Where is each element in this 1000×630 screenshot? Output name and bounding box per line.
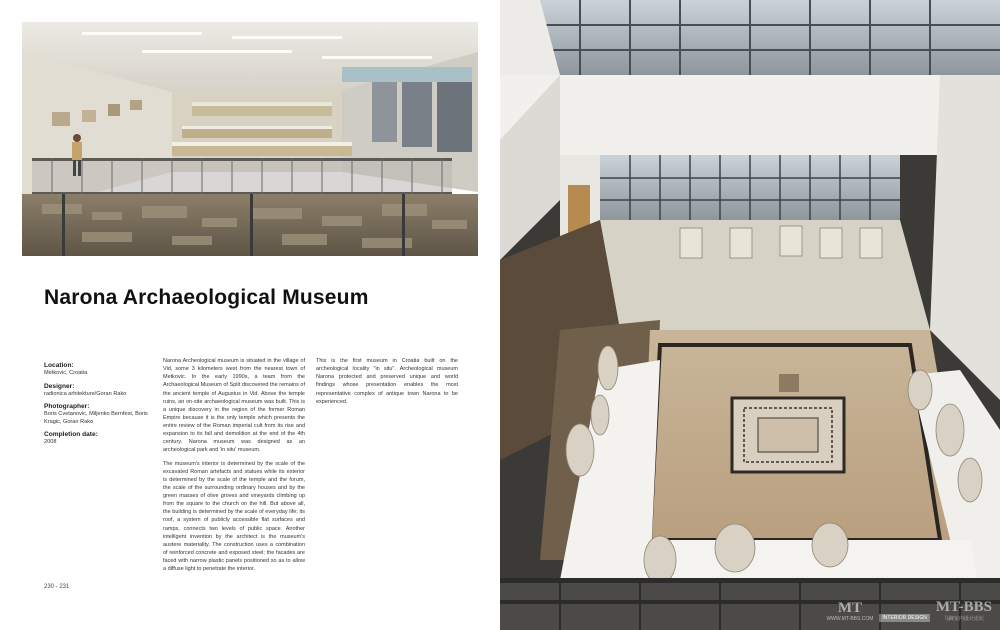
designer-label: Designer: (44, 382, 75, 390)
watermark (826, 600, 992, 622)
body-paragraph: Narona Archeological museum is situated in the village of Vid, some 3 kilometers west from the nearest town of Metkovic. In the early 1990s, a team from the Archaeological Museum of Split discovered the remains of the ancient temple of Augustus in Vid. Above the temple ruins, an on-site archaeological museum was built. This is a unique discovery in the region of the former Roman Empire because it is the only temple which presents the entire review of the Roman imperial cult from its rise and expansion to its fall and demolition at the end of the 4th century. Narona museum was designed as an archeological park and 'in situ' museum. (163, 358, 305, 454)
body-paragraph: This is the first museum in Croatia built on the archeological locality "in situ". Archeological museum Narona protected and preserved unique and world findings whose presentation enables the most representative complex of antique town Narona to be experienced. (316, 358, 458, 405)
museum-overhead-photo (500, 0, 1000, 630)
gallery-interior-photo (22, 22, 478, 256)
project-credits (44, 357, 152, 446)
location-label: Location: (44, 362, 74, 369)
photographer-value: Boris Cvetanovic, Miljenko Bernfest, Boris Kragic, Goran Rako (44, 411, 148, 425)
body-paragraph: The museum's interior is determined by the scale of the excavated Roman artefacts and statues while its exterior is determined by the scale of the temple and the forum, the scale of the surrounding ordinary houses and by the green masses of olive groves and vineyards climbing up from the square to the church on the hill. But above all, the building is determined by the scale of everyday life; its roof, a system of publicly accessible flat surfaces and ramps, connects two levels of public space. Another intelligent invention by the architect is the museum's austere materiality. The construction uses a combination of reinforced concrete and exposed steel; the facades are faced with narrow plastic panels positioned so as to allow a diffuse light to penetrate the interior. (163, 460, 305, 573)
location-value: Metkovic, Croatia (44, 370, 88, 377)
watermark-left (826, 601, 873, 622)
watermark-logo-bbs: MT-BBS (935, 599, 992, 615)
watermark-url: WWW.MT-BBS.COM (826, 616, 874, 622)
watermark-right (936, 600, 992, 622)
watermark-logo: MT (837, 600, 863, 616)
body-column-2 (316, 357, 458, 411)
photographer-label: Photographer: (44, 403, 90, 410)
watermark-subtitle: 马蹄室内设计论坛 (943, 616, 984, 622)
completion-date-label: Completion date: (44, 430, 98, 438)
article-title: Narona Archaeological Museum (44, 286, 369, 309)
page-number-left: 230 - 231 (44, 584, 70, 590)
watermark-tag: INTERIOR DESIGN (879, 614, 929, 622)
page-number-right: 2 (986, 569, 990, 576)
designer-value: radionica arhitekture/Goran Rako (44, 390, 127, 397)
completion-date-value: 2008 (44, 439, 57, 445)
body-column-1 (163, 357, 305, 578)
right-page (500, 0, 1000, 630)
